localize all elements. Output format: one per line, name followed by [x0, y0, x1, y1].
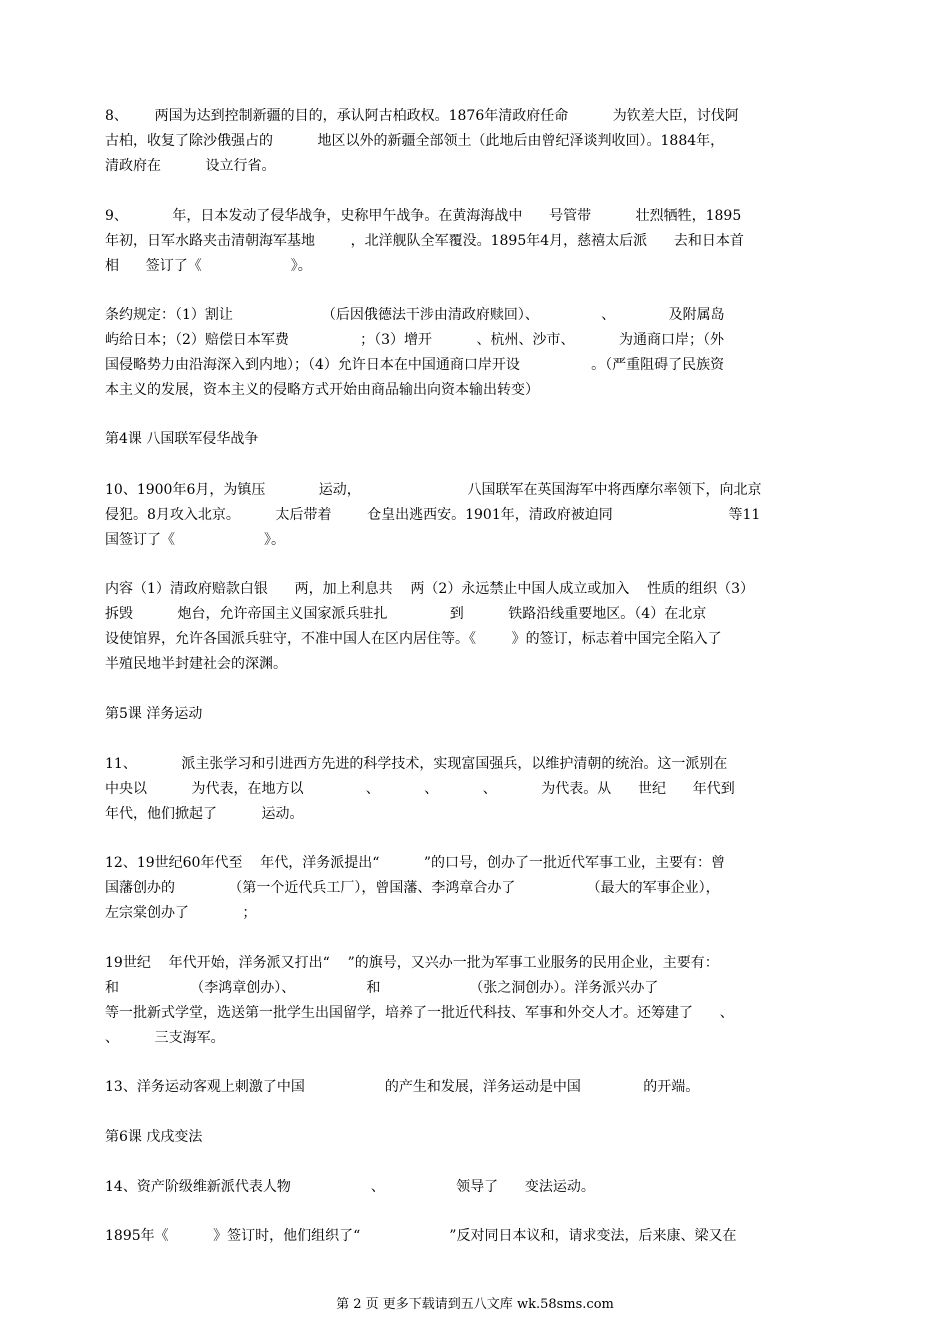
- text-line: 年代，他们掀起了 运动。: [105, 806, 304, 822]
- text-line: 年初，日军水路夹击清朝海军基地 ，北洋舰队全军覆没。1895年4月，慈禧太后派 去和日本首: [105, 233, 744, 249]
- lesson-heading-6: [105, 1125, 857, 1150]
- text-line: 国签订了《 》。: [105, 532, 286, 548]
- paragraph-1895: [105, 1224, 857, 1249]
- paragraph-treaty-content: [105, 577, 857, 677]
- text-line: 12、19世纪60年代至 年代，洋务派提出“ ”的口号，创办了一批近代军事工业，主要有：曾: [105, 855, 726, 871]
- text-line: 14、资产阶级维新派代表人物 、 领导了 变法运动。: [105, 1179, 595, 1195]
- text-line: 设使馆界，允许各国派兵驻守，不准中国人在区内居住等。《 》的签订，标志着中国完全陷入了: [105, 631, 722, 647]
- paragraph-civil-enterprises: [105, 951, 857, 1051]
- paragraph-q12: [105, 851, 857, 926]
- text-line: 古柏，收复了除沙俄强占的 地区以外的新疆全部领土（此地后由曾纪泽谈判收回）。1884年，: [105, 133, 725, 149]
- text-line: 国藩创办的 （第一个近代兵工厂），曾国藩、李鸿章合办了 （最大的军事企业），: [105, 880, 720, 896]
- paragraph-q14: [105, 1175, 857, 1200]
- text-line: 10、1900年6月，为镇压 运动， 八国联军在英国海军中将西摩尔率领下，向北京: [105, 482, 762, 498]
- text-line: 11、 派主张学习和引进西方先进的科学技术，实现富国强兵，以维护清朝的统治。这一派别在: [105, 756, 728, 772]
- text-line: 第5课 洋务运动: [105, 706, 203, 722]
- text-line: 清政府在 设立行省。: [105, 158, 276, 174]
- text-line: 8、 两国为达到控制新疆的目的，承认阿古柏政权。1876年清政府任命 为钦差大臣，讨伐阿: [105, 108, 739, 124]
- text-line: 屿给日本；（2）赔偿日本军费 ；（3）增开 、杭州、沙市、 为通商口岸；（外: [105, 332, 725, 348]
- text-line: 13、洋务运动客观上刺激了中国 的产生和发展，洋务运动是中国 的开端。: [105, 1079, 700, 1095]
- paragraph-q8: [105, 104, 857, 179]
- text-line: 9、 年，日本发动了侵华战争，史称甲午战争。在黄海海战中 号管带 壮烈牺牲，1895: [105, 208, 742, 224]
- paragraph-q13: [105, 1075, 857, 1100]
- text-line: 第4课 八国联军侵华战争: [105, 431, 259, 447]
- text-line: 条约规定：（1）割让 （后因俄德法干涉由清政府赎回）、 、 及附属岛: [105, 307, 725, 323]
- text-line: 1895年《 》签订时，他们组织了“ ”反对同日本议和，请求变法，后来康、梁又在: [105, 1228, 737, 1244]
- text-line: 19世纪 年代开始，洋务派又打出“ ”的旗号，又兴办一批为军事工业服务的民用企业，主要有：: [105, 955, 719, 971]
- text-line: 本主义的发展，资本主义的侵略方式开始由商品输出向资本输出转变）: [105, 382, 539, 398]
- text-line: 侵犯。8月攻入北京。 太后带着 仓皇出逃西安。1901年，清政府被迫同 等11: [105, 507, 761, 523]
- lesson-heading-5: [105, 702, 857, 727]
- text-line: 中央以 为代表，在地方以 、 、 、 为代表。从 世纪 年代到: [105, 781, 735, 797]
- text-line: 、 三支海军。: [105, 1030, 225, 1046]
- text-line: 内容（1）清政府赔款白银 两，加上利息共 两（2）永远禁止中国人成立或加入 性质的组织（3）: [105, 581, 755, 597]
- text-line: 和 （李鸿章创办）、 和 （张之洞创办）。洋务派兴办了: [105, 980, 659, 996]
- paragraph-treaty-terms: [105, 303, 857, 403]
- text-line: 拆毁 炮台，允许帝国主义国家派兵驻扎 到 铁路沿线重要地区。（4）在北京: [105, 606, 707, 622]
- page-footer: 第 2 页 更多下载请到五八文库 wk.58sms.com: [336, 1297, 614, 1312]
- text-line: 相 签订了《 》。: [105, 258, 312, 274]
- lesson-heading-4: [105, 427, 857, 452]
- text-line: 第6课 戊戌变法: [105, 1129, 203, 1145]
- paragraph-q9: [105, 204, 857, 279]
- text-line: 国侵略势力由沿海深入到内地）；（4）允许日本在中国通商口岸开设 。（严重阻碍了民族资: [105, 357, 725, 373]
- text-line: 左宗棠创办了 ；: [105, 905, 257, 921]
- text-line: 半殖民地半封建社会的深渊。: [105, 656, 287, 672]
- paragraph-q10: [105, 478, 857, 553]
- paragraph-q11: [105, 752, 857, 827]
- text-line: 等一批新式学堂，选送第一批学生出国留学，培养了一批近代科技、军事和外交人才。还筹建了 、: [105, 1005, 734, 1021]
